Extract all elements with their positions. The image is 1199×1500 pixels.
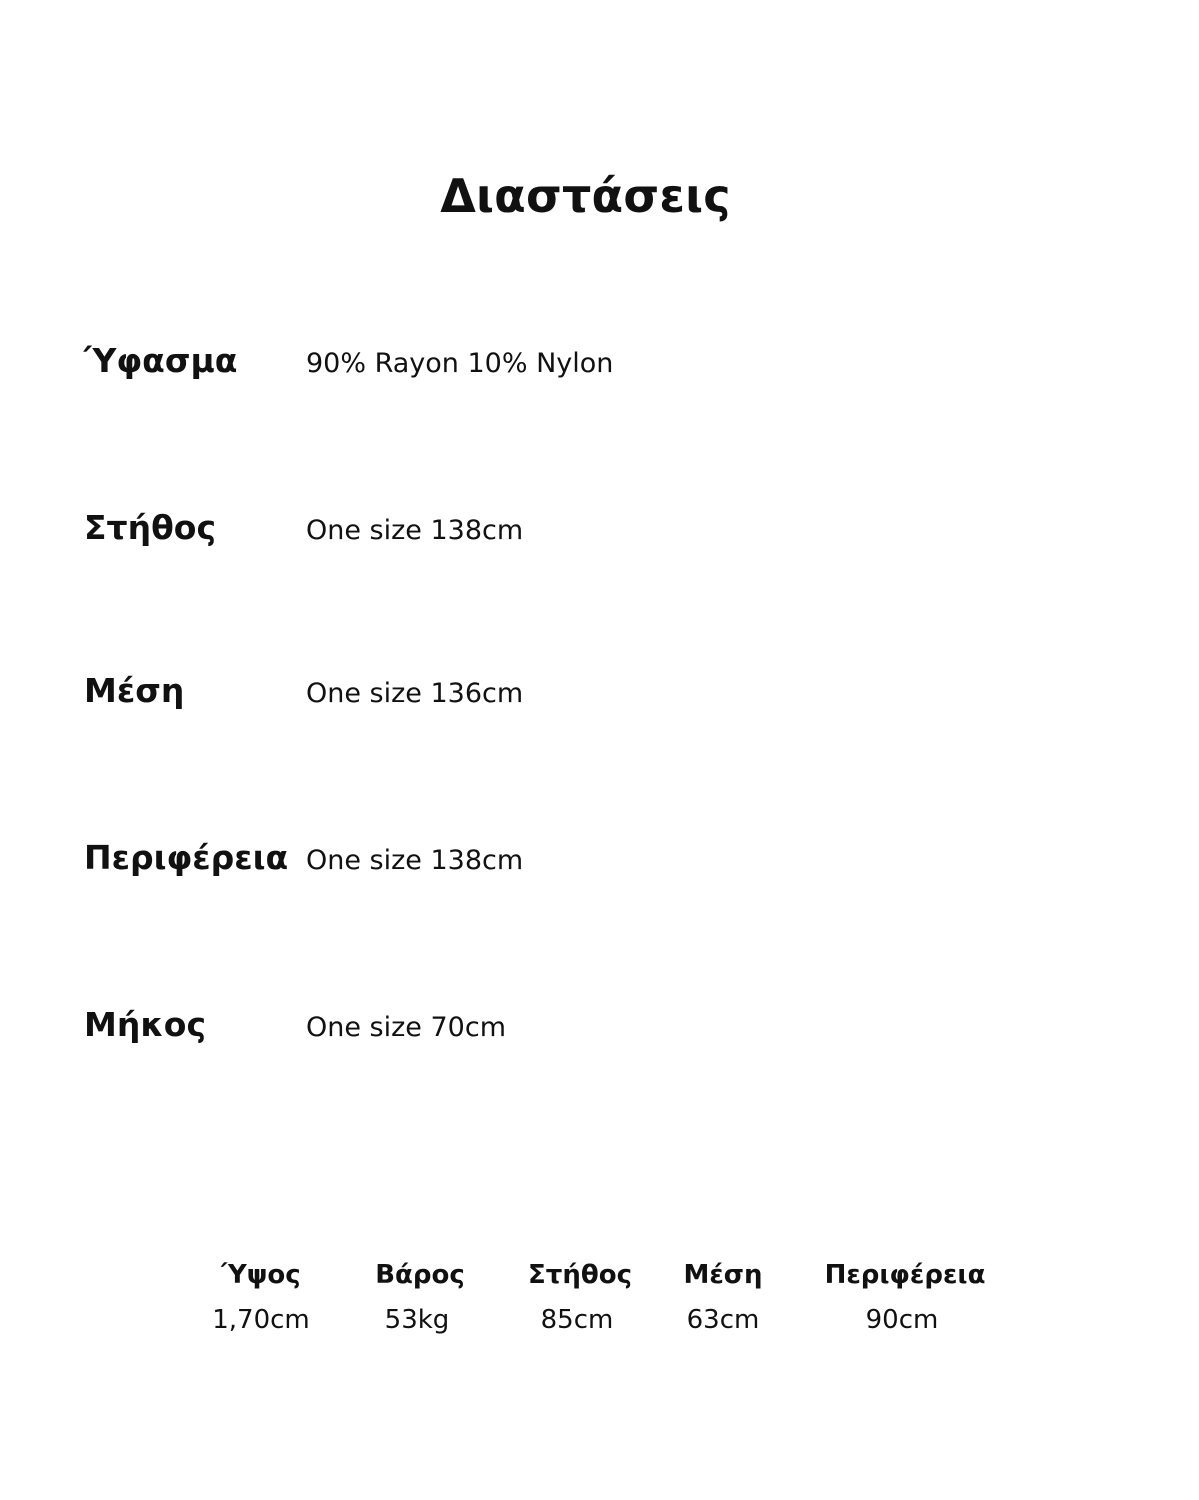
spec-label: Μέση	[84, 671, 185, 710]
model-measurements-table	[0, 1254, 1199, 1364]
spec-label: Ύφασμα	[84, 341, 238, 380]
model-col-height	[212, 1254, 310, 1341]
spec-value: 90% Rayon 10% Nylon	[306, 348, 614, 379]
model-col-value: 85cm	[540, 1305, 614, 1335]
model-col-weight	[375, 1254, 465, 1341]
page-title: Διαστάσεις	[440, 169, 731, 223]
model-col-header: Περιφέρεια	[824, 1260, 986, 1290]
spec-label: Μήκος	[84, 1005, 207, 1044]
model-col-value: 90cm	[865, 1305, 939, 1335]
model-col-header: Βάρος	[375, 1260, 465, 1290]
model-col-chest	[528, 1254, 632, 1341]
spec-value: One size 138cm	[306, 845, 524, 876]
spec-row-fabric	[84, 338, 613, 384]
model-col-value: 53kg	[384, 1305, 450, 1335]
spec-row-waist	[84, 668, 523, 714]
spec-value: One size 70cm	[306, 1012, 506, 1043]
spec-label: Περιφέρεια	[84, 838, 289, 877]
model-col-header: Μέση	[683, 1260, 763, 1290]
model-col-header: Ύψος	[221, 1260, 301, 1290]
model-col-hips	[825, 1254, 986, 1341]
spec-value: One size 138cm	[306, 515, 524, 546]
model-col-value: 1,70cm	[212, 1305, 310, 1335]
spec-value: One size 136cm	[306, 678, 524, 709]
spec-label: Στήθος	[84, 508, 216, 547]
model-col-waist	[683, 1254, 762, 1341]
spec-row-length	[84, 1002, 506, 1048]
spec-row-chest	[84, 505, 523, 551]
model-col-value: 63cm	[686, 1305, 760, 1335]
spec-row-hips	[84, 835, 523, 881]
model-col-header: Στήθος	[528, 1260, 632, 1290]
